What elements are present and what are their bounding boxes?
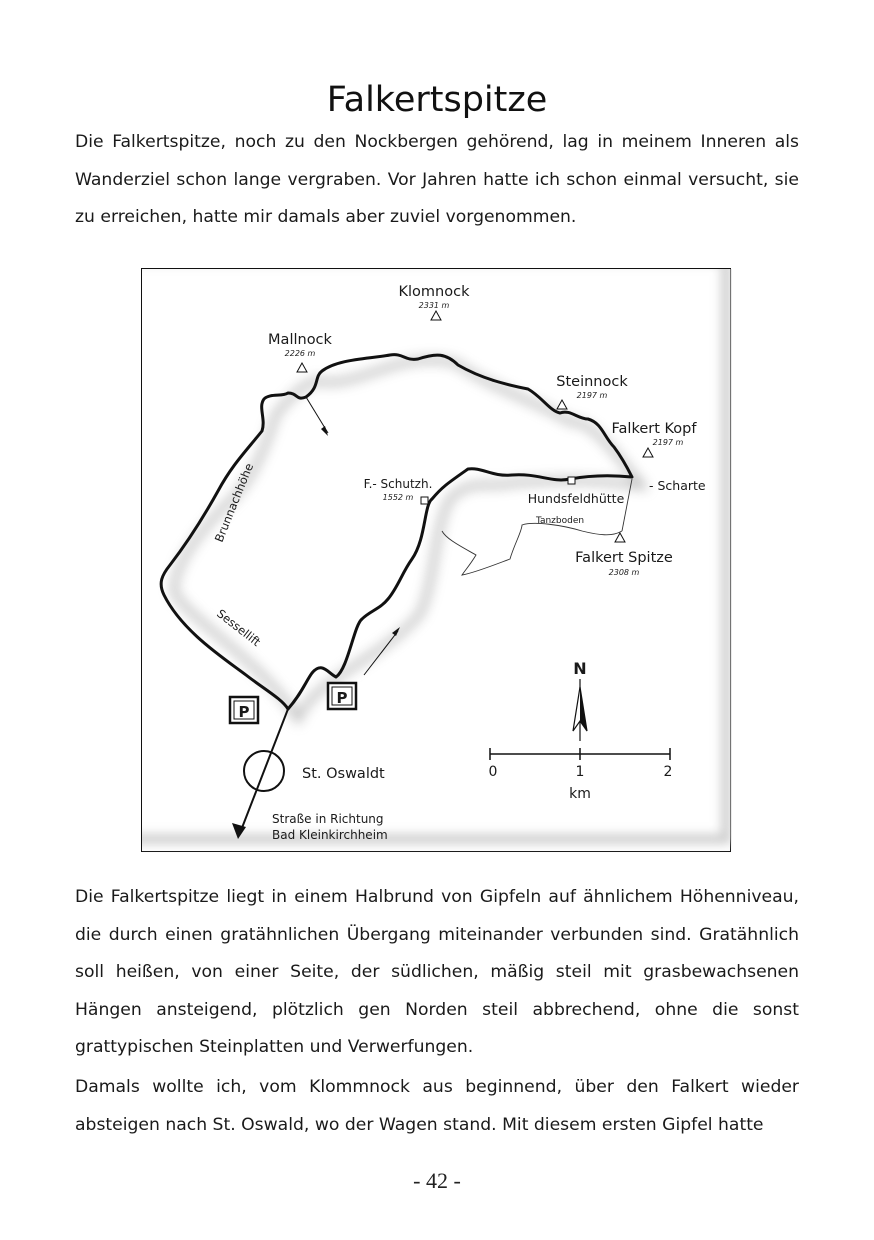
route-map	[141, 268, 731, 852]
village-label: St. Oswaldt	[302, 766, 385, 782]
svg-text:P: P	[238, 703, 250, 721]
road-label-line2: Bad Kleinkirchheim	[272, 828, 388, 842]
scale-unit: km	[569, 786, 591, 802]
page-title: Falkertspitze	[326, 80, 548, 120]
road-label-line1: Straße in Richtung	[272, 812, 384, 826]
scharte-label: - Scharte	[649, 478, 706, 493]
peak-mallnock-elev: 2226 m	[284, 349, 316, 358]
peak-steinnock-icon	[557, 400, 567, 409]
north-arrow-icon	[573, 659, 587, 741]
page-number: - 42 -	[413, 1168, 461, 1193]
peak-klomnock-elev: 2331 m	[418, 301, 450, 310]
peak-falkertspitze-elev: 2308 m	[608, 568, 640, 577]
peak-steinnock-elev: 2197 m	[576, 391, 608, 400]
svg-text:P: P	[336, 689, 348, 707]
brunnachhoehe-label: Brunnachhöhe	[211, 461, 257, 545]
parking-sign-1	[230, 697, 258, 723]
peak-falkertkopf-elev: 2197 m	[652, 438, 684, 447]
scale-tick-1: 1	[575, 764, 585, 780]
peak-mallnock-icon	[297, 363, 307, 372]
scale-bar	[489, 748, 673, 802]
peak-steinnock-label: Steinnock	[556, 374, 628, 390]
tanzboden-label: Tanzboden	[535, 516, 585, 526]
body-paragraph-2: Die Falkertspitze liegt in einem Halbrund von Gipfeln auf ähnlichem Höhenniveau, die durch einen gratähnlichen Übergang miteinander verbunden sind. Gratähnlich soll heißen, von einer Seite, der südlichen, mäßig steil mit grasbewachsenen Hängen ansteigend, plötzlich gen Norden steil abbrechend, ohne die sonst grattypischen Steinplatten und Verwerfungen.	[75, 887, 799, 1057]
peak-falkertkopf-label: Falkert Kopf	[611, 421, 697, 437]
body-paragraph-3: Damals wollte ich, vom Klommnock aus beginnend, über den Falkert wieder absteigen nach St. Oswald, wo der Wagen stand. Mit diesem ersten Gipfel hatte	[75, 1077, 799, 1135]
hut-hundsfeld-icon	[568, 477, 575, 484]
peak-falkertspitze-icon	[615, 533, 625, 542]
peak-klomnock-icon	[431, 311, 441, 320]
peak-falkertkopf-icon	[643, 448, 653, 457]
parking-sign-2	[328, 683, 356, 709]
hut-schutzhaus-label: F.- Schutzh.	[363, 477, 433, 491]
hut-hundsfeld-label: Hundsfeldhütte	[527, 491, 625, 506]
sessellift-label: Sessellift	[214, 606, 264, 649]
scale-tick-0: 0	[488, 764, 498, 780]
hut-schutzhaus-icon	[421, 497, 428, 504]
intro-paragraph: Die Falkertspitze, noch zu den Nockbergen gehörend, lag in meinem Inneren als Wanderziel schon lange vergraben. Vor Jahren hatte ich schon einmal versucht, sie zu erreichen, hatte mir damals aber zuviel vorgenommen.	[75, 132, 799, 227]
scale-tick-2: 2	[663, 764, 673, 780]
direction-arrow-ascent	[364, 627, 400, 675]
direction-arrow-mallnock	[306, 397, 328, 436]
svg-text:N: N	[573, 659, 587, 678]
hut-schutzhaus-elev: 1552 m	[382, 493, 414, 502]
peak-klomnock-label: Klomnock	[398, 284, 470, 300]
peak-mallnock-label: Mallnock	[268, 332, 332, 348]
peak-falkertspitze-label: Falkert Spitze	[575, 550, 673, 566]
